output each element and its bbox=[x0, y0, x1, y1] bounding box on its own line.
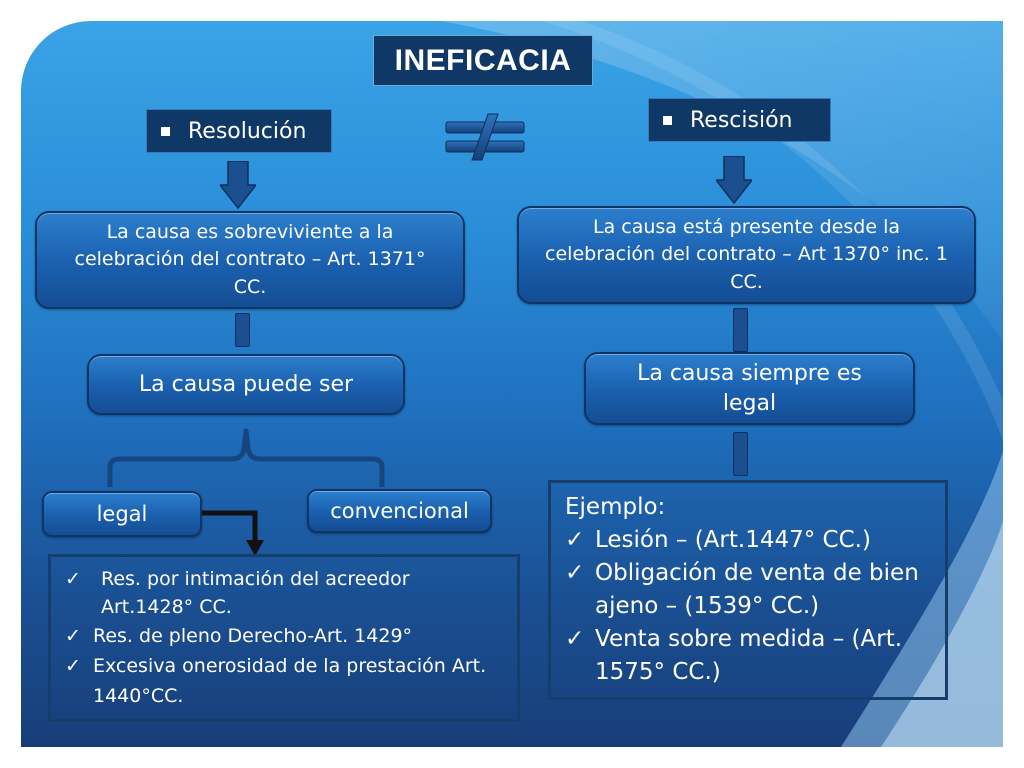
not-equal-icon bbox=[444, 112, 526, 162]
resolucion-heading-label: Resolución bbox=[188, 118, 307, 144]
resolucion-cause-box bbox=[35, 211, 465, 309]
check-icon: ✓ bbox=[565, 527, 585, 553]
rescision-cause-box bbox=[517, 206, 976, 304]
option-convencional-label: convencional bbox=[330, 498, 469, 523]
example-text: Lesión – (Art.1447° CC.) bbox=[595, 527, 871, 553]
curly-brace-icon bbox=[104, 425, 388, 491]
arrow-down-icon bbox=[716, 156, 752, 204]
rescision-cause-text: La causa está presente desde la celebración del contrato – Art 1370° inc. 1 CC. bbox=[545, 215, 948, 293]
connector-bar bbox=[733, 308, 748, 352]
resolucion-cause-text: La causa es sobreviviente a la celebración del contrato – Art. 1371° CC. bbox=[74, 220, 426, 298]
connector-bar bbox=[733, 432, 748, 476]
rescision-heading bbox=[648, 98, 831, 142]
example-text: Res. de pleno Derecho-Art. 1429° bbox=[93, 625, 413, 647]
example-text: Res. por intimación del acreedor Art.1428° CC. bbox=[101, 568, 410, 618]
example-heading: Ejemplo: bbox=[565, 494, 666, 520]
elbow-arrow-icon bbox=[200, 504, 270, 558]
connector-bar bbox=[235, 313, 250, 347]
check-icon: ✓ bbox=[565, 560, 585, 586]
option-convencional bbox=[307, 489, 492, 533]
list-item bbox=[565, 557, 933, 623]
bullet-square-icon bbox=[161, 127, 170, 136]
page-title: INEFICACIA bbox=[373, 35, 593, 86]
option-legal bbox=[42, 491, 202, 537]
causa-puede-ser-text: La causa puede ser bbox=[138, 371, 354, 397]
check-icon: ✓ bbox=[65, 568, 81, 590]
list-item bbox=[565, 524, 933, 557]
list-item bbox=[65, 651, 505, 711]
causa-puede-ser-box bbox=[87, 354, 405, 415]
check-icon: ✓ bbox=[65, 655, 81, 677]
list-item bbox=[65, 621, 505, 651]
resolucion-examples-box bbox=[48, 554, 520, 722]
rescision-examples-box bbox=[548, 480, 948, 700]
list-item bbox=[65, 565, 505, 621]
causa-siempre-legal-text: La causa siempre es legal bbox=[637, 360, 862, 416]
rescision-heading-label: Rescisión bbox=[690, 107, 793, 133]
option-legal-label: legal bbox=[96, 501, 148, 526]
bullet-square-icon bbox=[663, 116, 672, 125]
example-text: Obligación de venta de bien ajeno – (1539° CC.) bbox=[595, 560, 919, 619]
check-icon: ✓ bbox=[565, 626, 585, 652]
causa-siempre-legal-box bbox=[584, 352, 915, 425]
arrow-down-icon bbox=[220, 161, 256, 209]
list-item bbox=[565, 623, 933, 689]
example-text: Excesiva onerosidad de la prestación Art. 1440°CC. bbox=[93, 655, 487, 707]
example-text: Venta sobre medida – (Art. 1575° CC.) bbox=[595, 626, 903, 685]
resolucion-heading bbox=[146, 109, 332, 153]
check-icon: ✓ bbox=[65, 625, 81, 647]
